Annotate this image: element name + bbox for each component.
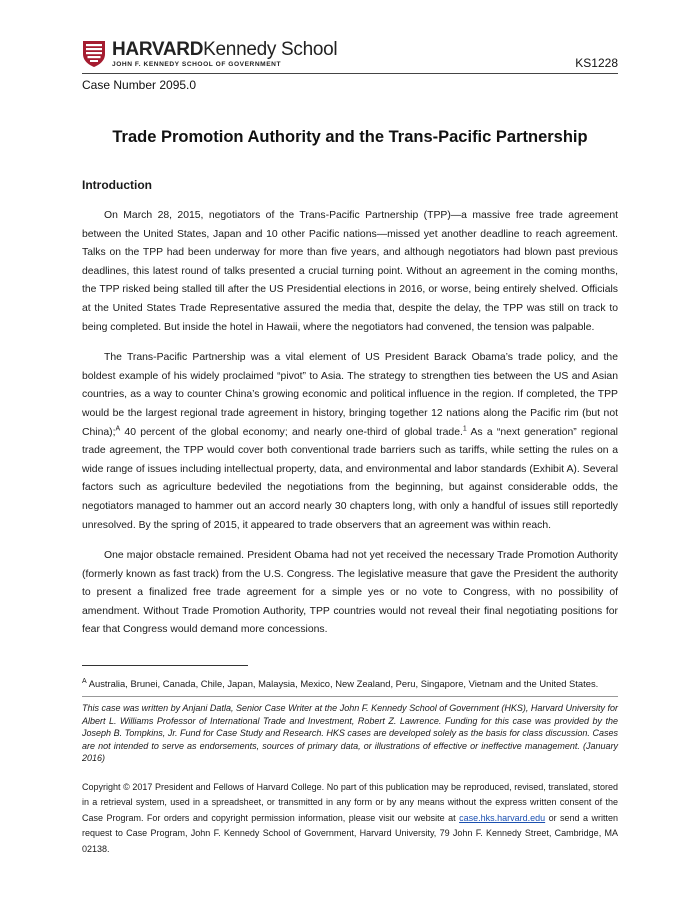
footnote-ref-a[interactable]: A (115, 425, 121, 433)
copyright-notice (82, 780, 618, 857)
footnote-text: Australia, Brunei, Canada, Chile, Japan, Malaysia, Mexico, New Zealand, Peru, Singapore, Vietnam and the United States. (86, 678, 599, 689)
page-header (82, 40, 618, 72)
authorship-note: This case was written by Anjani Datla, Senior Case Writer at the John F. Kennedy School of Government (HKS), Harvard University for Albert L. Williams Professor of International Trade and Investment, Robert Z. Lawrence. Funding for this case was provided by the Joseph B. Tompkins, Jr. Fund for Case Study and Research. HKS cases are developed solely as the basis for class discussion. Cases are not intended to serve as endorsements, sources of primary data, or illustrations of effective or ineffective management. (January 2016) (82, 703, 618, 764)
brand-secondary: Kennedy School (203, 39, 338, 60)
copyright-text-before: Copyright © 2017 President and Fellows of Harvard College. No part of this publication may be reproduced, revised, translated, stored in a retrieval system, used in a spreadsheet, or transmitted in any form or by any means without the express written consent of the Case Program. For orders and copyright permission information, please visit our website at (82, 782, 618, 823)
paragraph-2-part2: 40 percent of the global economy; and nearly one-third of global trade. (120, 426, 463, 438)
paragraph-2-part1: The Trans-Pacific Partnership was a vital element of US President Barack Obama’s trade policy, and the boldest example of his widely proclaimed “pivot” to Asia. The strategy to strengthen ties between the US and Asian countries, as a way to counter China’s growing economic and political influence in the region. If completed, the TPP would be the largest regional trade agreement in history, bringing together 12 nations along the Pacific rim (but not China); (82, 352, 618, 438)
footnote-divider (82, 665, 248, 666)
paragraph-3: One major obstacle remained. President Obama had not yet received the necessary Trade Promotion Authority (formerly known as fast track) from the U.S. Congress. The legislative measure that gave the President the authority to present a finalized free trade agreement for a simple yes or no vote to Congress, with no possibility of amendment. Without Trade Promotion Authority, TPP countries would not reveal their final negotiating positions for fear that Congress would demand more concessions. (82, 550, 618, 636)
copyright-text-after: or send a written request to Case Program, John F. Kennedy School of Government, Harvard University, 79 John F. Kennedy Street, Cambridge, MA 02138. (82, 812, 618, 854)
header-divider (82, 73, 618, 74)
section-heading: Introduction (82, 178, 152, 192)
body-text (82, 207, 618, 652)
document-title: Trade Promotion Authority and the Trans-Pacific Partnership (112, 128, 588, 146)
paragraph-1: On March 28, 2015, negotiators of the Trans-Pacific Partnership (TPP)—a massive free trade agreement between the United States, Japan and 10 other Pacific nations—missed yet another deadline to reach agreement. Talks on the TPP had been underway for more than five years, and although negotiators had blown past previous deadlines, this latest round of talks presented a crucial turning point. Without an agreement in the coming months, the TPP risked being stalled till after the US Presidential elections in 2016, or worse, being entirely shelved. Officials at the United States Trade Representative assured the media that, despite the delay, the TPP was still on track to being completed. But inside the hotel in Hawaii, where the negotiators had convened, the tension was palpable. (82, 210, 618, 333)
paragraph-2-part3: As a “next generation” regional trade agreement, the TPP would cover both conventional trade barriers such as tariffs, while setting the rules on a wide range of issues including intellectual property, data, and environmental and labor standards (Exhibit A). Several factors such as agriculture bedeviled the negotiations from the beginning, but against considerable odds, the negotiators managed to hammer out an accord nearly 30 chapters long, with only a handful of issues still reportedly unresolved. By the spring of 2015, it appeared to trade observers that an agreement was within reach. (82, 426, 618, 531)
authorship-divider (82, 696, 618, 697)
brand-primary: HARVARD (112, 39, 204, 60)
case-program-link[interactable]: case.hks.harvard.edu (459, 812, 546, 823)
brand-name (112, 39, 337, 61)
endnote-ref-1[interactable]: 1 (462, 425, 467, 433)
footnote (82, 678, 618, 689)
case-number: Case Number 2095.0 (82, 78, 197, 92)
footnote-marker: A (82, 677, 87, 685)
harvard-shield-icon (82, 40, 106, 68)
paragraph-2 (82, 349, 618, 535)
brand-subtitle: JOHN F. KENNEDY SCHOOL OF GOVERNMENT (112, 61, 282, 68)
case-code: KS1228 (575, 56, 618, 70)
